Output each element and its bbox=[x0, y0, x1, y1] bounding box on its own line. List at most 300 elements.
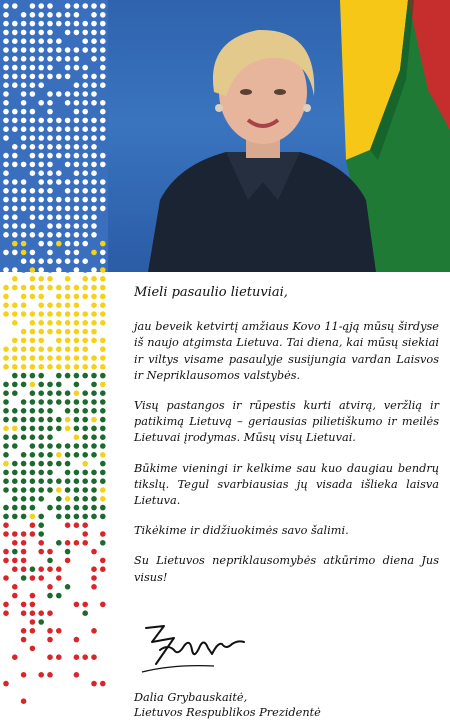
pattern-dot bbox=[30, 214, 36, 220]
pattern-dot bbox=[91, 188, 97, 194]
letter-paragraph: Tikėkime ir didžiuokimės savo šalimi. bbox=[134, 524, 349, 538]
pattern-dot bbox=[47, 82, 53, 88]
pattern-dot bbox=[3, 434, 9, 440]
pattern-dot bbox=[56, 294, 62, 300]
pattern-dot bbox=[91, 267, 97, 273]
pattern-dot bbox=[82, 30, 88, 36]
pattern-dot bbox=[38, 610, 44, 616]
pattern-dot bbox=[21, 118, 27, 124]
pattern-dot bbox=[3, 549, 9, 555]
pattern-dot bbox=[65, 126, 71, 132]
pattern-dot bbox=[100, 30, 106, 36]
pattern-dot bbox=[3, 232, 9, 238]
pattern-dot bbox=[38, 364, 44, 370]
pattern-dot bbox=[30, 65, 36, 71]
pattern-dot bbox=[56, 417, 62, 423]
pattern-dot bbox=[30, 434, 36, 440]
pattern-dot bbox=[65, 223, 71, 229]
pattern-dot bbox=[30, 250, 36, 256]
pattern-dot bbox=[74, 320, 80, 326]
pattern-dot bbox=[3, 505, 9, 511]
pattern-dot bbox=[3, 426, 9, 432]
pattern-dot bbox=[3, 56, 9, 62]
pattern-dot bbox=[47, 566, 53, 572]
pattern-dot bbox=[47, 12, 53, 18]
pattern-dot bbox=[30, 426, 36, 432]
pattern-dot bbox=[38, 170, 44, 176]
pattern-dot bbox=[65, 426, 71, 432]
pattern-dot bbox=[82, 241, 88, 247]
pattern-dot bbox=[91, 382, 97, 388]
pattern-dot bbox=[12, 82, 18, 88]
pattern-dot bbox=[38, 153, 44, 159]
pattern-dot bbox=[100, 65, 106, 71]
pattern-dot bbox=[47, 21, 53, 27]
pattern-dot bbox=[100, 338, 106, 344]
pattern-dot bbox=[74, 505, 80, 511]
pattern-dot bbox=[100, 153, 106, 159]
pattern-dot bbox=[91, 487, 97, 493]
pattern-dot bbox=[38, 276, 44, 282]
pattern-dot bbox=[30, 47, 36, 53]
pattern-dot bbox=[47, 461, 53, 467]
pattern-dot bbox=[12, 346, 18, 352]
pattern-dot bbox=[47, 558, 53, 564]
pattern-dot bbox=[100, 100, 106, 106]
pattern-dot bbox=[38, 390, 44, 396]
pattern-dot bbox=[3, 3, 9, 9]
pattern-dot bbox=[3, 302, 9, 308]
pattern-dot bbox=[82, 118, 88, 124]
pattern-dot bbox=[3, 399, 9, 405]
pattern-dot bbox=[30, 162, 36, 168]
pattern-dot bbox=[3, 390, 9, 396]
pattern-dot bbox=[82, 162, 88, 168]
pattern-dot bbox=[3, 74, 9, 80]
pattern-dot bbox=[74, 637, 80, 643]
pattern-dot bbox=[100, 3, 106, 9]
pattern-dot bbox=[74, 399, 80, 405]
pattern-dot bbox=[30, 197, 36, 203]
pattern-dot bbox=[74, 214, 80, 220]
pattern-dot bbox=[82, 267, 88, 273]
pattern-dot bbox=[38, 56, 44, 62]
pattern-dot bbox=[21, 426, 27, 432]
pattern-dot bbox=[56, 364, 62, 370]
pattern-dot bbox=[91, 153, 97, 159]
pattern-dot bbox=[100, 162, 106, 168]
pattern-dot bbox=[47, 311, 53, 317]
pattern-dot bbox=[65, 100, 71, 106]
pattern-dot bbox=[30, 390, 36, 396]
pattern-dot bbox=[12, 364, 18, 370]
pattern-dot bbox=[82, 3, 88, 9]
pattern-dot bbox=[21, 461, 27, 467]
pattern-dot bbox=[12, 241, 18, 247]
pattern-dot bbox=[65, 47, 71, 53]
pattern-dot bbox=[56, 302, 62, 308]
pattern-dot bbox=[100, 496, 106, 502]
pattern-dot bbox=[3, 364, 9, 370]
pattern-dot bbox=[65, 320, 71, 326]
signer-block bbox=[134, 690, 321, 720]
pattern-dot bbox=[56, 153, 62, 159]
pattern-dot bbox=[91, 109, 97, 115]
pattern-dot bbox=[30, 267, 36, 273]
pattern-dot bbox=[74, 162, 80, 168]
pattern-dot bbox=[100, 470, 106, 476]
pattern-dot bbox=[91, 338, 97, 344]
pattern-dot bbox=[21, 3, 27, 9]
pattern-dot bbox=[100, 426, 106, 432]
pattern-dot bbox=[65, 408, 71, 414]
pattern-dot bbox=[82, 223, 88, 229]
pattern-dot bbox=[12, 338, 18, 344]
pattern-dot bbox=[91, 470, 97, 476]
pattern-dot bbox=[74, 74, 80, 80]
pattern-dot bbox=[47, 258, 53, 264]
pattern-dot bbox=[74, 470, 80, 476]
pattern-dot bbox=[47, 223, 53, 229]
pattern-dot bbox=[82, 56, 88, 62]
pattern-dot bbox=[21, 241, 27, 247]
pattern-dot bbox=[91, 214, 97, 220]
pattern-dot bbox=[74, 382, 80, 388]
pattern-dot bbox=[21, 135, 27, 141]
pattern-dot bbox=[74, 672, 80, 678]
pattern-dot bbox=[74, 434, 80, 440]
pattern-dot bbox=[12, 558, 18, 564]
pattern-dot bbox=[21, 610, 27, 616]
pattern-dot bbox=[74, 21, 80, 27]
letter-paragraph: Būkime vieningi ir kelkime sau kuo daugiau bendrų tikslų. Tegul svarbiausias jų visada išlieka laisva Lietuva. bbox=[134, 461, 439, 508]
pattern-dot bbox=[100, 514, 106, 520]
pattern-dot bbox=[12, 91, 18, 97]
pattern-dot bbox=[30, 452, 36, 458]
letter-greeting: Mieli pasaulio lietuviai, bbox=[134, 285, 288, 300]
pattern-dot bbox=[21, 531, 27, 537]
pattern-dot bbox=[21, 434, 27, 440]
pattern-dot bbox=[30, 478, 36, 484]
pattern-dot bbox=[56, 426, 62, 432]
pattern-dot bbox=[3, 12, 9, 18]
pattern-dot bbox=[21, 91, 27, 97]
pattern-dot bbox=[91, 478, 97, 484]
pattern-dot bbox=[74, 373, 80, 379]
pattern-dot bbox=[56, 109, 62, 115]
pattern-dot bbox=[82, 320, 88, 326]
pattern-dot bbox=[100, 417, 106, 423]
pattern-dot bbox=[65, 487, 71, 493]
pattern-dot bbox=[47, 355, 53, 361]
pattern-dot bbox=[47, 584, 53, 590]
pattern-dot bbox=[56, 126, 62, 132]
pattern-dot bbox=[21, 153, 27, 159]
pattern-dot bbox=[74, 258, 80, 264]
pattern-dot bbox=[100, 12, 106, 18]
pattern-dot bbox=[82, 540, 88, 546]
pattern-dot bbox=[3, 311, 9, 317]
pattern-dot bbox=[74, 355, 80, 361]
pattern-dot bbox=[30, 575, 36, 581]
pattern-dot bbox=[38, 302, 44, 308]
pattern-dot bbox=[91, 514, 97, 520]
pattern-dot bbox=[12, 302, 18, 308]
pattern-dot bbox=[82, 514, 88, 520]
pattern-dot bbox=[91, 575, 97, 581]
pattern-dot bbox=[56, 21, 62, 27]
pattern-dot bbox=[30, 461, 36, 467]
pattern-dot bbox=[47, 153, 53, 159]
pattern-dot bbox=[47, 144, 53, 150]
pattern-dot bbox=[100, 285, 106, 291]
pattern-dot bbox=[74, 30, 80, 36]
pattern-dot bbox=[30, 206, 36, 212]
pattern-dot bbox=[65, 329, 71, 335]
pattern-dot bbox=[56, 540, 62, 546]
pattern-dot bbox=[38, 285, 44, 291]
pattern-dot bbox=[47, 628, 53, 634]
pattern-dot bbox=[21, 558, 27, 564]
pattern-dot bbox=[30, 487, 36, 493]
pattern-dot bbox=[82, 399, 88, 405]
pattern-dot bbox=[56, 188, 62, 194]
pattern-dot bbox=[21, 346, 27, 352]
pattern-dot bbox=[100, 311, 106, 317]
pattern-dot bbox=[21, 170, 27, 176]
pattern-dot bbox=[12, 390, 18, 396]
pattern-dot bbox=[12, 100, 18, 106]
pattern-dot bbox=[3, 214, 9, 220]
pattern-dot bbox=[21, 452, 27, 458]
pattern-dot bbox=[47, 399, 53, 405]
pattern-dot bbox=[100, 276, 106, 282]
pattern-dot bbox=[56, 12, 62, 18]
pattern-dot bbox=[56, 3, 62, 9]
pattern-dot bbox=[74, 109, 80, 115]
pattern-dot bbox=[21, 294, 27, 300]
pattern-dot bbox=[82, 443, 88, 449]
pattern-dot bbox=[65, 346, 71, 352]
pattern-dot bbox=[3, 478, 9, 484]
pattern-dot bbox=[82, 38, 88, 44]
pattern-dot bbox=[100, 602, 106, 608]
pattern-dot bbox=[100, 74, 106, 80]
pattern-dot bbox=[65, 250, 71, 256]
pattern-dot bbox=[65, 188, 71, 194]
pattern-dot bbox=[74, 153, 80, 159]
pattern-dot bbox=[56, 206, 62, 212]
pattern-dot bbox=[21, 21, 27, 27]
pattern-dot bbox=[100, 144, 106, 150]
pattern-dot bbox=[47, 3, 53, 9]
pattern-dot bbox=[47, 487, 53, 493]
pattern-dot bbox=[47, 188, 53, 194]
left-eye bbox=[240, 89, 252, 95]
pattern-dot bbox=[38, 12, 44, 18]
pattern-dot bbox=[100, 188, 106, 194]
pattern-dot bbox=[65, 540, 71, 546]
pattern-dot bbox=[3, 65, 9, 71]
pattern-dot bbox=[65, 258, 71, 264]
pattern-dot bbox=[56, 285, 62, 291]
pattern-dot bbox=[65, 214, 71, 220]
pattern-dot bbox=[56, 223, 62, 229]
pattern-dot bbox=[100, 487, 106, 493]
pattern-dot bbox=[47, 302, 53, 308]
pattern-dot bbox=[56, 47, 62, 53]
pattern-dot bbox=[74, 294, 80, 300]
pattern-dot bbox=[30, 373, 36, 379]
pattern-dot bbox=[91, 82, 97, 88]
pattern-dot bbox=[56, 390, 62, 396]
pattern-dot bbox=[47, 179, 53, 185]
pattern-dot bbox=[12, 355, 18, 361]
pattern-dot bbox=[91, 135, 97, 141]
pattern-dot bbox=[3, 109, 9, 115]
pattern-dot bbox=[65, 399, 71, 405]
pattern-dot bbox=[65, 21, 71, 27]
pattern-dot bbox=[47, 241, 53, 247]
pattern-dot bbox=[74, 514, 80, 520]
pattern-dot bbox=[91, 206, 97, 212]
pattern-dot bbox=[38, 434, 44, 440]
pattern-dot bbox=[47, 135, 53, 141]
pattern-dot bbox=[38, 382, 44, 388]
pattern-dot bbox=[65, 144, 71, 150]
pattern-dot bbox=[82, 47, 88, 53]
pattern-dot bbox=[47, 672, 53, 678]
pattern-dot bbox=[74, 452, 80, 458]
pattern-dot bbox=[82, 461, 88, 467]
pattern-dot bbox=[12, 408, 18, 414]
pattern-dot bbox=[56, 566, 62, 572]
pattern-dot bbox=[82, 170, 88, 176]
pattern-dot bbox=[3, 417, 9, 423]
pattern-dot bbox=[12, 153, 18, 159]
pattern-dot bbox=[82, 12, 88, 18]
pattern-dot bbox=[12, 38, 18, 44]
pattern-dot bbox=[21, 126, 27, 132]
pattern-dot bbox=[30, 399, 36, 405]
pattern-dot bbox=[82, 126, 88, 132]
pattern-dot bbox=[56, 505, 62, 511]
pattern-dot bbox=[91, 417, 97, 423]
pattern-dot bbox=[65, 179, 71, 185]
pattern-dot bbox=[65, 417, 71, 423]
pattern-dot bbox=[74, 285, 80, 291]
pattern-dot bbox=[56, 56, 62, 62]
pattern-dot bbox=[3, 144, 9, 150]
pattern-dot bbox=[74, 56, 80, 62]
pattern-dot bbox=[65, 364, 71, 370]
pattern-dot bbox=[91, 399, 97, 405]
pattern-dot bbox=[3, 126, 9, 132]
pattern-dot bbox=[3, 162, 9, 168]
pattern-dot bbox=[38, 346, 44, 352]
pattern-dot bbox=[30, 338, 36, 344]
pattern-dot bbox=[30, 188, 36, 194]
pattern-dot bbox=[100, 250, 106, 256]
pattern-dot bbox=[56, 118, 62, 124]
pattern-dot bbox=[12, 531, 18, 537]
pattern-dot bbox=[65, 170, 71, 176]
pattern-dot bbox=[21, 514, 27, 520]
pattern-dot bbox=[30, 118, 36, 124]
pattern-dot bbox=[65, 558, 71, 564]
pattern-dot bbox=[74, 223, 80, 229]
pattern-dot bbox=[65, 390, 71, 396]
pattern-dot bbox=[47, 443, 53, 449]
handwritten-signature bbox=[134, 620, 254, 680]
pattern-dot bbox=[12, 514, 18, 520]
pattern-dot bbox=[65, 65, 71, 71]
pattern-dot bbox=[56, 170, 62, 176]
pattern-dot bbox=[100, 21, 106, 27]
pattern-dot bbox=[74, 443, 80, 449]
pattern-dot bbox=[12, 320, 18, 326]
pattern-dot bbox=[91, 179, 97, 185]
pattern-dot bbox=[56, 373, 62, 379]
pattern-dot bbox=[65, 478, 71, 484]
pattern-dot bbox=[12, 118, 18, 124]
pattern-dot bbox=[30, 311, 36, 317]
pattern-dot bbox=[47, 206, 53, 212]
letter-paragraph: Su Lietuvos nepriklausomybės atkūrimo diena Jus visus! bbox=[134, 554, 439, 584]
pattern-dot bbox=[65, 153, 71, 159]
pattern-dot bbox=[21, 109, 27, 115]
pattern-dot bbox=[38, 118, 44, 124]
pattern-dot bbox=[91, 294, 97, 300]
pattern-dot bbox=[91, 3, 97, 9]
pattern-dot bbox=[56, 179, 62, 185]
pattern-dot bbox=[91, 628, 97, 634]
pattern-dot bbox=[74, 82, 80, 88]
pattern-dot bbox=[82, 250, 88, 256]
pattern-dot bbox=[47, 250, 53, 256]
pattern-dot bbox=[30, 91, 36, 97]
pattern-dot bbox=[74, 267, 80, 273]
pattern-dot bbox=[38, 522, 44, 528]
pattern-dot bbox=[30, 56, 36, 62]
pattern-dot bbox=[30, 144, 36, 150]
pattern-dot bbox=[100, 135, 106, 141]
pattern-dot bbox=[91, 38, 97, 44]
pattern-dot bbox=[12, 593, 18, 599]
pattern-dot bbox=[82, 408, 88, 414]
pattern-dot bbox=[82, 610, 88, 616]
pattern-dot bbox=[38, 135, 44, 141]
pattern-dot bbox=[82, 197, 88, 203]
pattern-dot bbox=[91, 549, 97, 555]
pattern-dot bbox=[12, 478, 18, 484]
pattern-dot bbox=[21, 470, 27, 476]
pattern-dot bbox=[74, 12, 80, 18]
pattern-dot bbox=[65, 514, 71, 520]
pattern-dot bbox=[38, 74, 44, 80]
pattern-dot bbox=[91, 505, 97, 511]
pattern-dot bbox=[3, 197, 9, 203]
pattern-dot bbox=[21, 355, 27, 361]
pattern-dot bbox=[47, 549, 53, 555]
pattern-dot bbox=[65, 56, 71, 62]
pattern-dot bbox=[82, 654, 88, 660]
pattern-dot bbox=[91, 285, 97, 291]
pattern-dot bbox=[65, 302, 71, 308]
pattern-dot bbox=[91, 162, 97, 168]
pattern-dot bbox=[21, 223, 27, 229]
signer-title: Lietuvos Respublikos Prezidentė bbox=[134, 706, 321, 719]
